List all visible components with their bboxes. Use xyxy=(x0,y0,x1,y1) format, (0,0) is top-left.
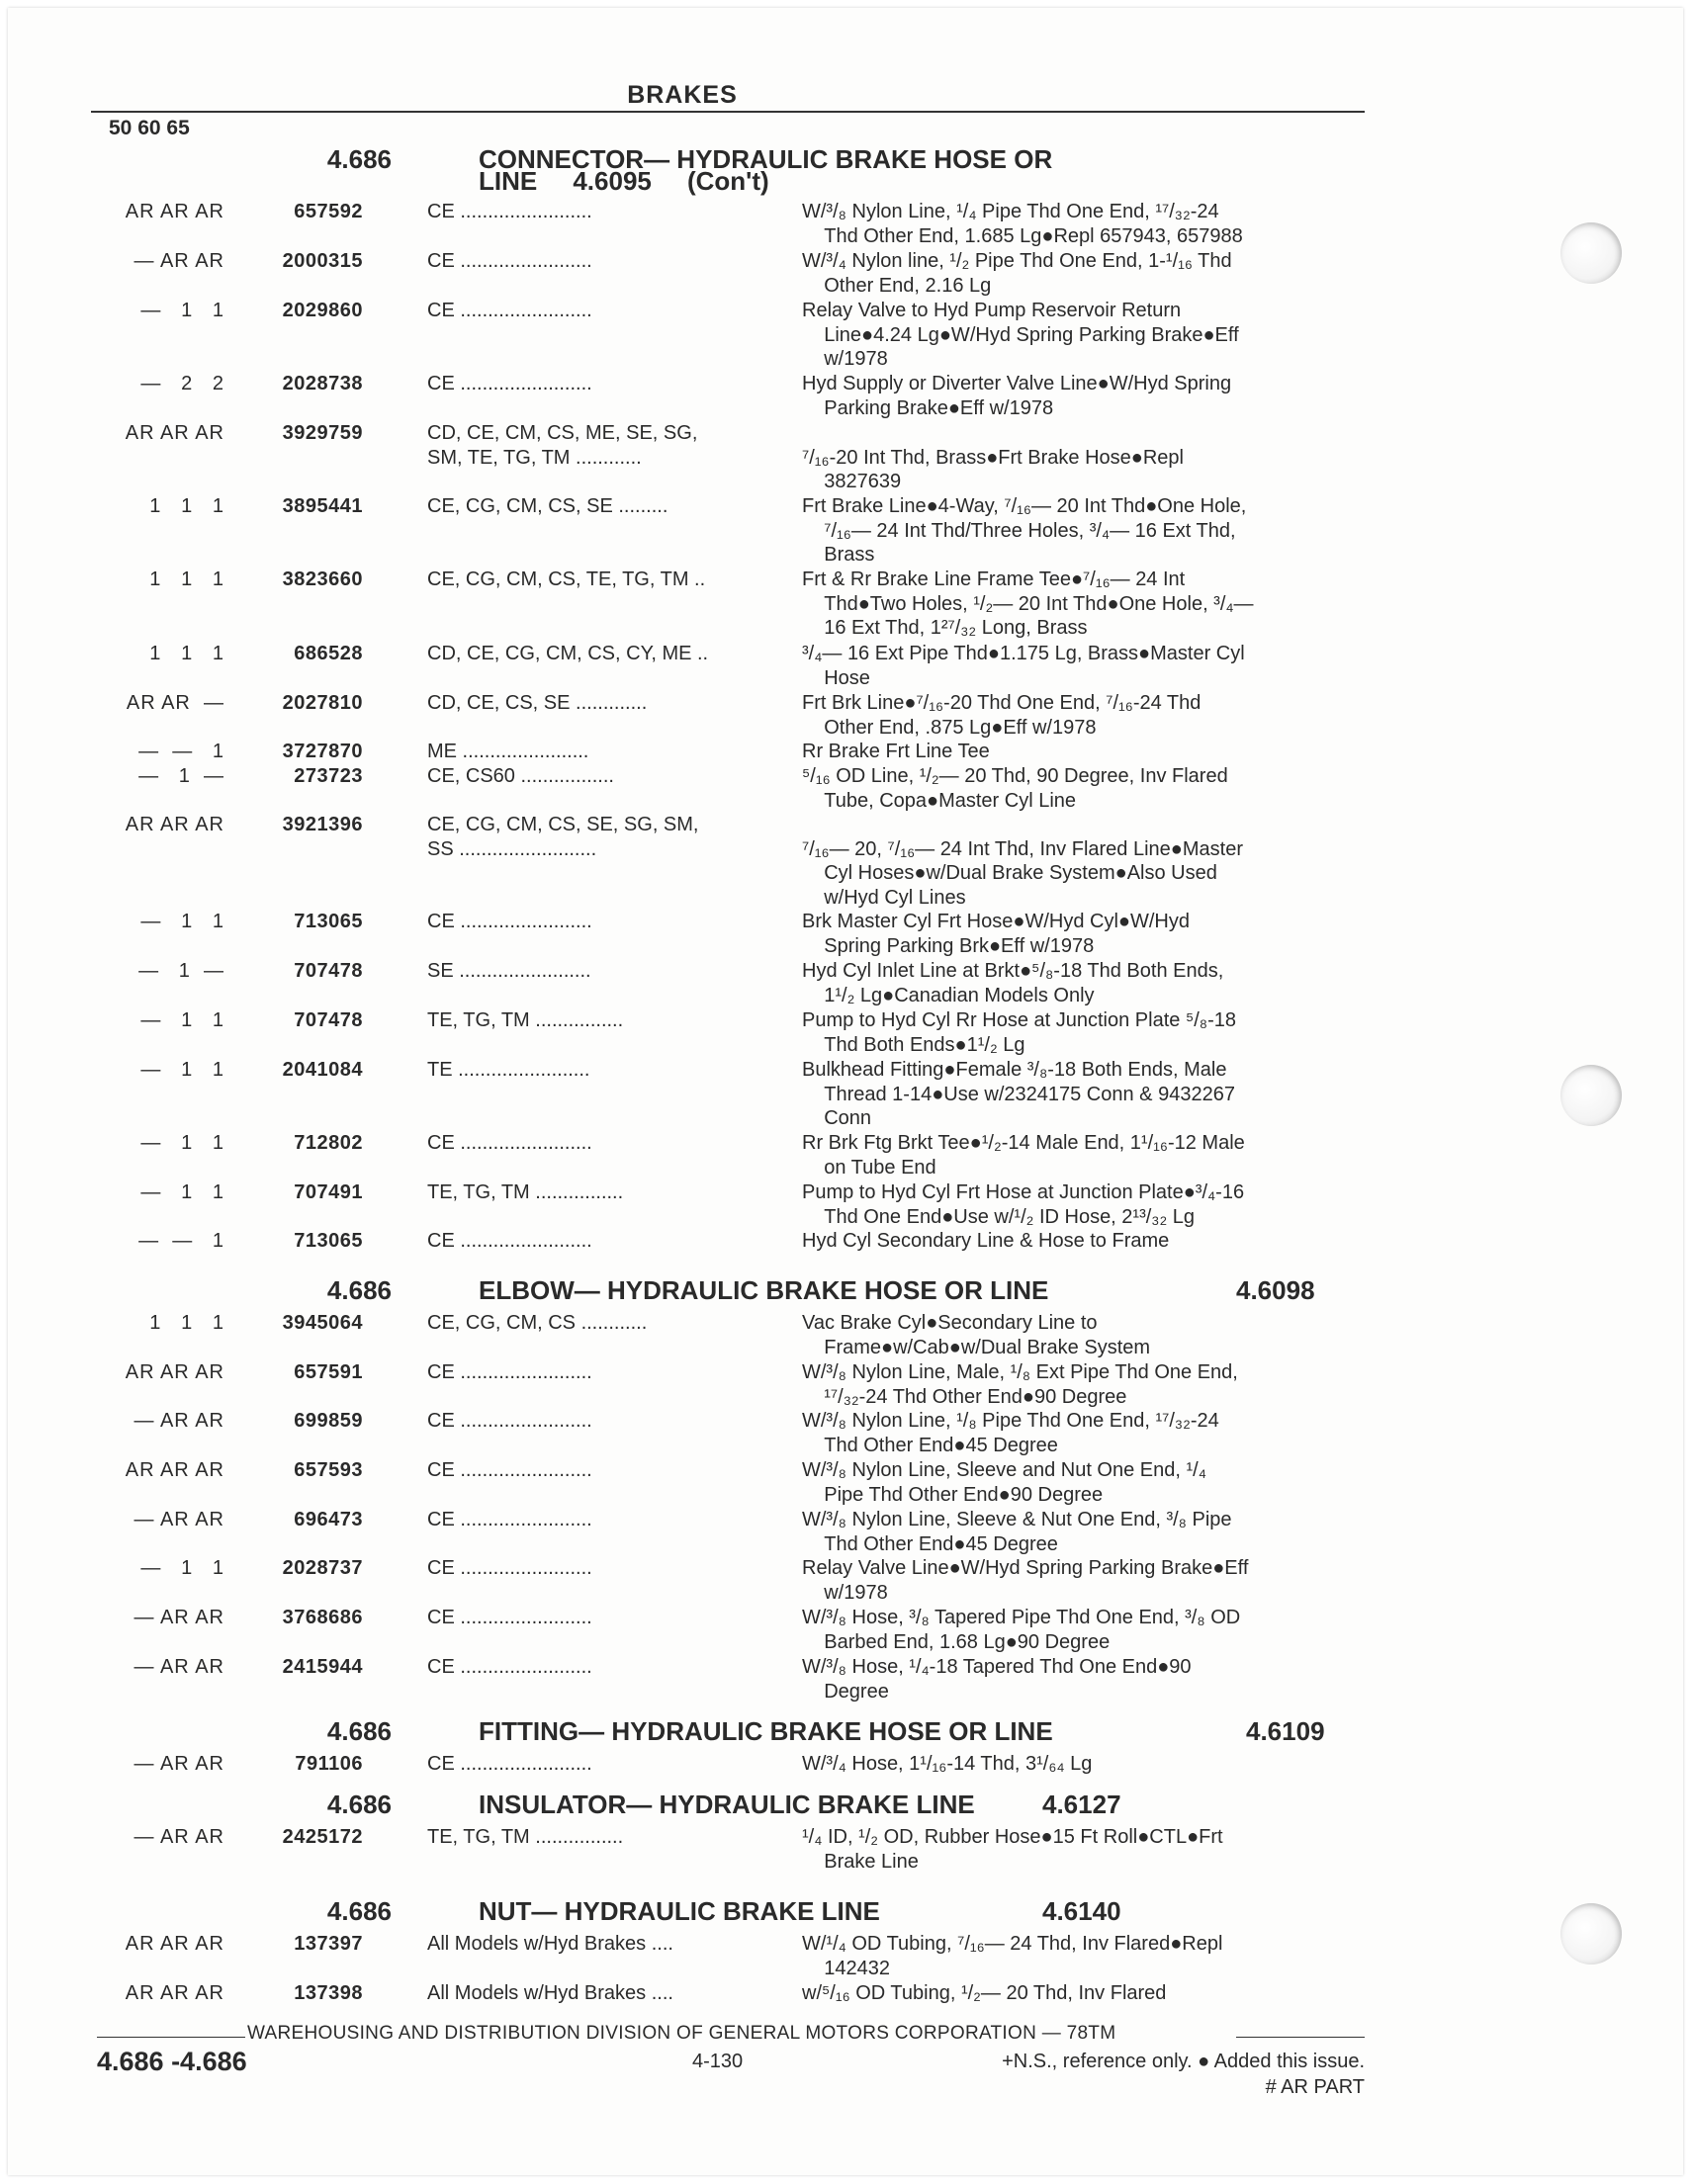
quantity-by-year: — 1 — xyxy=(138,960,224,982)
part-description: Pump to Hyd Cyl Rr Hose at Junction Plate ⁵/₈-18 Thd Both Ends●1¹/₂ Lg xyxy=(802,1009,1236,1056)
model-usage: CE ........................ xyxy=(427,1410,592,1432)
model-usage: CE ........................ xyxy=(427,1230,592,1252)
quantity-by-year: 1 1 1 xyxy=(149,643,224,664)
part-description: ¹/₄ ID, ¹/₂ OD, Rubber Hose●15 Ft Roll●CTL●Frt Brake Line xyxy=(802,1826,1223,1873)
quantity-by-year: — 1 1 xyxy=(140,1009,224,1031)
model-usage: SE ........................ xyxy=(427,960,591,982)
model-year-columns: 50 60 65 xyxy=(109,117,190,139)
model-usage: CE ........................ xyxy=(427,1132,592,1154)
part-description: Relay Valve Line●W/Hyd Spring Parking Brake●Eff w/1978 xyxy=(802,1557,1249,1604)
quantity-by-year: — 1 1 xyxy=(140,911,224,932)
quantity-by-year: — 1 1 xyxy=(140,1059,224,1081)
group-code: 4.686 xyxy=(326,1790,392,1819)
part-number: 137398 xyxy=(294,1982,363,2004)
part-number: 699859 xyxy=(294,1410,363,1432)
group-title: NUT— HYDRAULIC BRAKE LINE xyxy=(479,1896,880,1926)
part-number: 707491 xyxy=(294,1181,363,1203)
legend-line: # AR PART xyxy=(1265,2076,1365,2098)
part-description: Hyd Cyl Inlet Line at Brkt●⁵/₈-18 Thd Both Ends, 1¹/₂ Lg●Canadian Models Only xyxy=(802,960,1224,1006)
model-usage: CD, CE, CM, CS, ME, SE, SG, SM, TE, TG, TM ............ xyxy=(427,422,698,469)
part-description: W/³/₈ Nylon Line, Male, ¹/₈ Ext Pipe Thd One End, ¹⁷/₃₂-24 Thd Other End●90 Degree xyxy=(802,1361,1238,1408)
part-number: 713065 xyxy=(294,1230,363,1252)
part-description: W/¹/₄ OD Tubing, ⁷/₁₆— 24 Thd, Inv Flared●Repl 142432 xyxy=(802,1933,1223,1979)
part-number: 657593 xyxy=(294,1459,363,1481)
legend xyxy=(1002,2049,1365,2100)
model-usage: CE ........................ xyxy=(427,1557,592,1579)
binder-hole xyxy=(1560,1065,1622,1126)
part-description: Rr Brake Frt Line Tee xyxy=(802,741,990,762)
part-description: ⁷/₁₆-20 Int Thd, Brass●Frt Brake Hose●Repl 3827639 xyxy=(802,446,1184,492)
model-usage: CE ........................ xyxy=(427,1459,592,1481)
part-number: 713065 xyxy=(294,911,363,932)
quantity-by-year: — AR AR xyxy=(134,1753,224,1775)
quantity-by-year: — 1 1 xyxy=(140,1181,224,1203)
model-usage: All Models w/Hyd Brakes .... xyxy=(427,1982,673,2004)
part-description: W/³/₈ Hose, ¹/₄-18 Tapered Thd One End●90 Degree xyxy=(802,1656,1192,1703)
model-usage: CE, CG, CM, CS, TE, TG, TM .. xyxy=(427,568,706,590)
legend-line: +N.S., reference only. ● Added this issue. xyxy=(1002,2051,1365,2072)
model-usage: CD, CE, CS, SE ............. xyxy=(427,692,648,714)
model-usage: CE ........................ xyxy=(427,373,592,394)
part-number: 137397 xyxy=(294,1933,363,1955)
part-description: Pump to Hyd Cyl Frt Hose at Junction Plate●³/₄-16 Thd One End●Use w/¹/₂ ID Hose, 2¹³/₃₂ Lg xyxy=(802,1181,1245,1228)
part-number: 2415944 xyxy=(282,1656,363,1678)
footer-rule-left xyxy=(97,2037,245,2038)
part-number: 791106 xyxy=(295,1753,363,1775)
model-usage: CE, CG, CM, CS, SE, SG, SM, SS ......................... xyxy=(427,814,699,860)
part-number: 3895441 xyxy=(282,495,363,517)
part-description: w/⁵/₁₆ OD Tubing, ¹/₂— 20 Thd, Inv Flared xyxy=(802,1982,1167,2004)
part-number: 707478 xyxy=(294,1009,363,1031)
group-title: FITTING— HYDRAULIC BRAKE HOSE OR LINE xyxy=(479,1716,1053,1746)
model-usage: TE, TG, TM ................ xyxy=(427,1826,624,1848)
footer-rule-right xyxy=(1236,2037,1365,2038)
model-usage: CE, CG, CM, CS ............ xyxy=(427,1312,648,1334)
model-usage: CE ........................ xyxy=(427,1607,592,1628)
section-title: BRAKES xyxy=(627,81,738,109)
quantity-by-year: AR AR — xyxy=(126,692,224,714)
model-usage: TE, TG, TM ................ xyxy=(427,1181,624,1203)
part-description: W/³/₈ Nylon Line, Sleeve and Nut One End, ¹/₄ Pipe Thd Other End●90 Degree xyxy=(802,1459,1206,1506)
quantity-by-year: AR AR AR xyxy=(125,814,224,835)
model-usage: CE ........................ xyxy=(427,300,592,321)
part-description: W/³/₈ Hose, ³/₈ Tapered Pipe Thd One End, ³/₈ OD Barbed End, 1.68 Lg●90 Degree xyxy=(802,1607,1241,1653)
quantity-by-year: — AR AR xyxy=(134,250,224,272)
part-description: ⁵/₁₆ OD Line, ¹/₂— 20 Thd, 90 Degree, Inv Flared Tube, Copa●Master Cyl Line xyxy=(802,765,1228,812)
quantity-by-year: — 1 1 xyxy=(140,1557,224,1579)
footer-group-range: 4.686 -4.686 xyxy=(97,2047,247,2076)
part-description: W/³/₈ Nylon Line, ¹/₈ Pipe Thd One End, ¹⁷/₃₂-24 Thd Other End●45 Degree xyxy=(802,1410,1219,1456)
part-number: 2028738 xyxy=(282,373,363,394)
footer-publisher: WAREHOUSING AND DISTRIBUTION DIVISION OF GENERAL MOTORS CORPORATION — 78TM xyxy=(247,2023,1116,2044)
quantity-by-year: AR AR AR xyxy=(125,201,224,222)
part-number: 657592 xyxy=(294,201,363,222)
model-usage: CE ........................ xyxy=(427,1753,592,1775)
model-usage: CE ........................ xyxy=(427,1361,592,1383)
part-number: 2029860 xyxy=(282,300,363,321)
model-usage: CE, CG, CM, CS, SE ......... xyxy=(427,495,668,517)
header-rule xyxy=(91,111,1365,113)
part-number: 3929759 xyxy=(282,422,363,444)
quantity-by-year: — AR AR xyxy=(134,1826,224,1848)
model-usage: CE ........................ xyxy=(427,911,592,932)
group-reference: 4.6140 xyxy=(1042,1896,1121,1926)
group-code: 4.686 xyxy=(326,1896,392,1926)
part-description: ⁷/₁₆— 20, ⁷/₁₆— 24 Int Thd, Inv Flared Line●Master Cyl Hoses●w/Dual Brake System●Also Used w/Hyd Cyl Lines xyxy=(802,837,1243,909)
model-usage: ME ....................... xyxy=(427,741,589,762)
group-reference: 4.6098 xyxy=(1236,1275,1315,1305)
quantity-by-year: AR AR AR xyxy=(125,422,224,444)
group-code: 4.686 xyxy=(326,1716,392,1746)
binder-hole xyxy=(1560,222,1622,284)
part-number: 2028737 xyxy=(282,1557,363,1579)
part-description: Rr Brk Ftg Brkt Tee●¹/₂-14 Male End, 1¹/₁₆-12 Male on Tube End xyxy=(802,1132,1245,1179)
quantity-by-year: AR AR AR xyxy=(125,1933,224,1955)
quantity-by-year: AR AR AR xyxy=(125,1361,224,1383)
group-title: ELBOW— HYDRAULIC BRAKE HOSE OR LINE xyxy=(479,1275,1049,1305)
part-number: 3727870 xyxy=(282,741,363,762)
page-number: 4-130 xyxy=(692,2051,744,2072)
quantity-by-year: — — 1 xyxy=(138,741,224,762)
part-description: Frt Brake Line●4-Way, ⁷/₁₆— 20 Int Thd●One Hole, ⁷/₁₆— 24 Int Thd/Three Holes, ³/₄— 16 Ext Thd, Brass xyxy=(802,495,1247,566)
part-number: 3768686 xyxy=(282,1607,363,1628)
part-description: Frt Brk Line●⁷/₁₆-20 Thd One End, ⁷/₁₆-24 Thd Other End, .875 Lg●Eff w/1978 xyxy=(802,692,1202,739)
part-number: 696473 xyxy=(294,1509,363,1530)
part-description: Brk Master Cyl Frt Hose●W/Hyd Cyl●W/Hyd Spring Parking Brk●Eff w/1978 xyxy=(802,911,1190,957)
part-number: 2000315 xyxy=(282,250,363,272)
group-reference: 4.6127 xyxy=(1042,1790,1121,1819)
quantity-by-year: — 1 1 xyxy=(140,300,224,321)
part-description: Frt & Rr Brake Line Frame Tee●⁷/₁₆— 24 Int Thd●Two Holes, ¹/₂— 20 Int Thd●One Hole, ³/₄— 16 Ext Thd, 1²⁷/₃₂ Long, Brass xyxy=(802,568,1254,639)
quantity-by-year: — — 1 xyxy=(138,1230,224,1252)
binder-hole xyxy=(1560,1903,1622,1965)
part-description: Relay Valve to Hyd Pump Reservoir Return Line●4.24 Lg●W/Hyd Spring Parking Brake●Eff w/1978 xyxy=(802,300,1239,370)
quantity-by-year: 1 1 1 xyxy=(149,1312,224,1334)
part-description: W/³/₄ Hose, 1¹/₁₆-14 Thd, 3¹/₆₄ Lg xyxy=(802,1753,1093,1775)
part-number: 273723 xyxy=(294,765,363,787)
quantity-by-year: AR AR AR xyxy=(125,1982,224,2004)
part-description: Bulkhead Fitting●Female ³/₈-18 Both Ends, Male Thread 1-14●Use w/2324175 Conn & 9432267 Conn xyxy=(802,1059,1235,1129)
part-number: 3823660 xyxy=(282,568,363,590)
group-reference: 4.6109 xyxy=(1246,1716,1325,1746)
quantity-by-year: AR AR AR xyxy=(125,1459,224,1481)
quantity-by-year: 1 1 1 xyxy=(149,495,224,517)
group-title: CONNECTOR— HYDRAULIC BRAKE HOSE OR xyxy=(479,144,1053,174)
model-usage: CE ........................ xyxy=(427,250,592,272)
group-code: 4.686 xyxy=(326,1275,392,1305)
part-description: Vac Brake Cyl●Secondary Line to Frame●w/Cab●w/Dual Brake System xyxy=(802,1312,1151,1358)
part-number: 3945064 xyxy=(282,1312,363,1334)
model-usage: CE ........................ xyxy=(427,1656,592,1678)
part-description: ³/₄— 16 Ext Pipe Thd●1.175 Lg, Brass●Master Cyl Hose xyxy=(802,643,1245,689)
model-usage: CE ........................ xyxy=(427,1509,592,1530)
model-usage: TE, TG, TM ................ xyxy=(427,1009,624,1031)
model-usage: All Models w/Hyd Brakes .... xyxy=(427,1933,673,1955)
part-number: 2027810 xyxy=(282,692,363,714)
part-number: 707478 xyxy=(294,960,363,982)
group-title: INSULATOR— HYDRAULIC BRAKE LINE xyxy=(479,1790,975,1819)
model-usage: CE, CS60 ................. xyxy=(427,765,614,787)
part-description: Hyd Cyl Secondary Line & Hose to Frame xyxy=(802,1230,1170,1252)
part-number: 686528 xyxy=(294,643,363,664)
part-number: 2041084 xyxy=(282,1059,363,1081)
quantity-by-year: — AR AR xyxy=(134,1607,224,1628)
part-description: W/³/₈ Nylon Line, ¹/₄ Pipe Thd One End, ¹⁷/₃₂-24 Thd Other End, 1.685 Lg●Repl 657943, 657988 xyxy=(802,201,1243,247)
part-description: W/³/₈ Nylon Line, Sleeve & Nut One End, ³/₈ Pipe Thd Other End●45 Degree xyxy=(802,1509,1232,1555)
model-usage: CD, CE, CG, CM, CS, CY, ME .. xyxy=(427,643,709,664)
quantity-by-year: — AR AR xyxy=(134,1656,224,1678)
part-number: 712802 xyxy=(294,1132,363,1154)
part-description: Hyd Supply or Diverter Valve Line●W/Hyd Spring Parking Brake●Eff w/1978 xyxy=(802,373,1232,419)
quantity-by-year: — 1 — xyxy=(138,765,224,787)
quantity-by-year: 1 1 1 xyxy=(149,568,224,590)
part-number: 2425172 xyxy=(282,1826,363,1848)
quantity-by-year: — AR AR xyxy=(134,1410,224,1432)
group-title-continued: LINE 4.6095 (Con't) xyxy=(479,166,769,196)
group-code: 4.686 xyxy=(326,144,392,174)
part-description: W/³/₄ Nylon line, ¹/₂ Pipe Thd One End, 1-¹/₁₆ Thd Other End, 2.16 Lg xyxy=(802,250,1232,297)
quantity-by-year: — AR AR xyxy=(134,1509,224,1530)
model-usage: CE ........................ xyxy=(427,201,592,222)
quantity-by-year: — 2 2 xyxy=(140,373,224,394)
part-number: 657591 xyxy=(294,1361,363,1383)
part-number: 3921396 xyxy=(282,814,363,835)
quantity-by-year: — 1 1 xyxy=(140,1132,224,1154)
model-usage: TE ........................ xyxy=(427,1059,590,1081)
